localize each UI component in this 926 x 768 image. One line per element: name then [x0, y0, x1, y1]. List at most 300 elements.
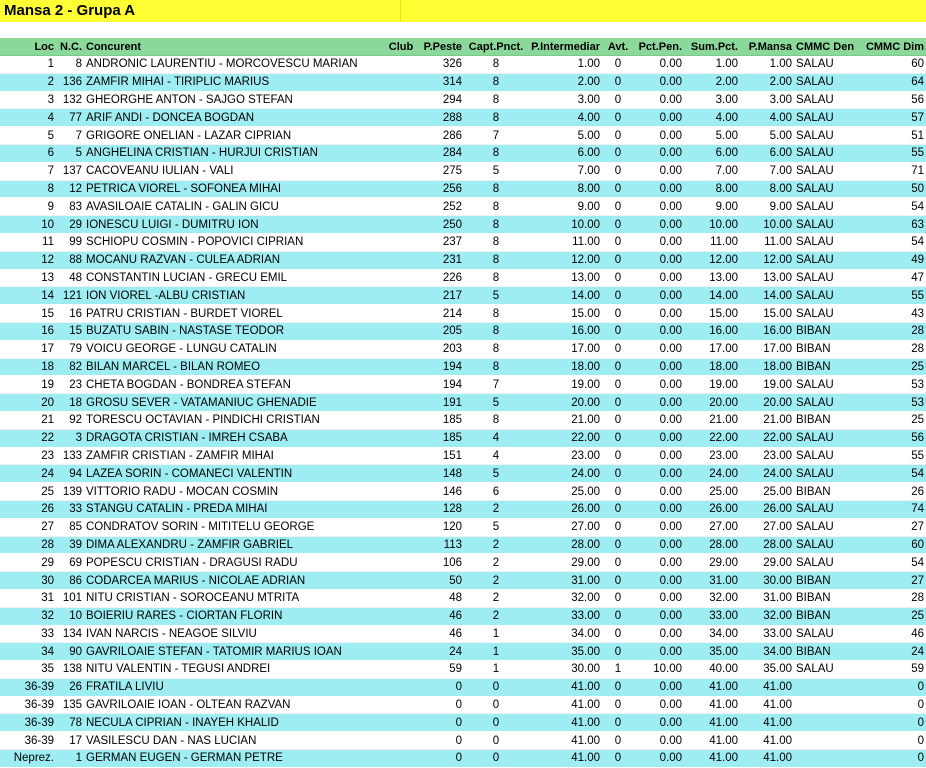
cell-pct-pen: 0.00	[634, 607, 684, 625]
cell-nc: 69	[56, 554, 84, 572]
cell-club	[386, 643, 416, 661]
cell-cmmc-den: SALAU	[794, 661, 856, 679]
cell-p-intermediar: 4.00	[528, 109, 602, 127]
cell-loc: 34	[0, 643, 56, 661]
cell-club	[386, 180, 416, 198]
cell-pct-pen: 0.00	[634, 536, 684, 554]
header-cmmc-den: CMMC Den	[794, 38, 856, 56]
cell-sum-pct: 26.00	[684, 500, 740, 518]
cell-p-mansa: 1.00	[740, 56, 794, 74]
cell-p-mansa: 29.00	[740, 554, 794, 572]
cell-cmmc-den: SALAU	[794, 251, 856, 269]
cell-nc: 78	[56, 714, 84, 732]
spacer-row	[0, 22, 926, 38]
cell-nc: 83	[56, 198, 84, 216]
cell-club	[386, 91, 416, 109]
cell-capt-pnct: 5	[464, 518, 528, 536]
cell-cmmc-den: SALAU	[794, 233, 856, 251]
cell-club	[386, 340, 416, 358]
cell-p-mansa: 17.00	[740, 340, 794, 358]
cell-pct-pen: 0.00	[634, 287, 684, 305]
cell-p-intermediar: 24.00	[528, 465, 602, 483]
cell-cmmc-dim: 50	[856, 180, 926, 198]
cell-p-peste: 217	[416, 287, 464, 305]
cell-capt-pnct: 2	[464, 500, 528, 518]
cell-cmmc-den: SALAU	[794, 500, 856, 518]
cell-cmmc-dim: 26	[856, 483, 926, 501]
cell-concurent: STANGU CATALIN - PREDA MIHAI	[84, 500, 386, 518]
cell-loc: 32	[0, 607, 56, 625]
header-nc: N.C.	[56, 38, 84, 56]
cell-p-mansa: 8.00	[740, 180, 794, 198]
cell-avt: 0	[602, 198, 634, 216]
cell-p-intermediar: 1.00	[528, 56, 602, 74]
table-row	[0, 216, 926, 234]
cell-sum-pct: 33.00	[684, 607, 740, 625]
cell-nc: 5	[56, 144, 84, 162]
cell-p-intermediar: 7.00	[528, 162, 602, 180]
table-row	[0, 643, 926, 661]
cell-nc: 92	[56, 411, 84, 429]
cell-avt: 0	[602, 750, 634, 768]
cell-p-peste: 203	[416, 340, 464, 358]
cell-sum-pct: 6.00	[684, 144, 740, 162]
cell-p-peste: 326	[416, 56, 464, 74]
cell-cmmc-den: BIBAN	[794, 322, 856, 340]
cell-p-peste: 226	[416, 269, 464, 287]
cell-capt-pnct: 8	[464, 91, 528, 109]
cell-pct-pen: 0.00	[634, 483, 684, 501]
cell-loc: 13	[0, 269, 56, 287]
cell-pct-pen: 0.00	[634, 127, 684, 145]
cell-capt-pnct: 4	[464, 429, 528, 447]
cell-pct-pen: 0.00	[634, 233, 684, 251]
cell-p-intermediar: 41.00	[528, 678, 602, 696]
cell-cmmc-den: SALAU	[794, 56, 856, 74]
cell-concurent: CONSTANTIN LUCIAN - GRECU EMIL	[84, 269, 386, 287]
table-row	[0, 180, 926, 198]
cell-concurent: TORESCU OCTAVIAN - PINDICHI CRISTIAN	[84, 411, 386, 429]
cell-sum-pct: 41.00	[684, 750, 740, 768]
sheet-title: Mansa 2 - Grupa A	[4, 2, 136, 19]
cell-capt-pnct: 8	[464, 233, 528, 251]
cell-nc: 134	[56, 625, 84, 643]
cell-concurent: DIMA ALEXANDRU - ZAMFIR GABRIEL	[84, 536, 386, 554]
cell-p-intermediar: 23.00	[528, 447, 602, 465]
cell-concurent: VITTORIO RADU - MOCAN COSMIN	[84, 483, 386, 501]
cell-pct-pen: 0.00	[634, 305, 684, 323]
cell-cmmc-dim: 53	[856, 394, 926, 412]
cell-loc: 29	[0, 554, 56, 572]
cell-loc: 9	[0, 198, 56, 216]
cell-nc: 10	[56, 607, 84, 625]
cell-p-peste: 205	[416, 322, 464, 340]
cell-p-mansa: 30.00	[740, 572, 794, 590]
cell-cmmc-dim: 55	[856, 287, 926, 305]
cell-p-mansa: 26.00	[740, 500, 794, 518]
cell-p-intermediar: 34.00	[528, 625, 602, 643]
cell-avt: 0	[602, 358, 634, 376]
cell-nc: 121	[56, 287, 84, 305]
results-table	[0, 38, 926, 768]
cell-p-peste: 256	[416, 180, 464, 198]
table-row	[0, 554, 926, 572]
cell-p-mansa: 41.00	[740, 678, 794, 696]
table-row	[0, 305, 926, 323]
cell-cmmc-den: SALAU	[794, 216, 856, 234]
cell-pct-pen: 0.00	[634, 678, 684, 696]
cell-sum-pct: 41.00	[684, 714, 740, 732]
cell-p-mansa: 21.00	[740, 411, 794, 429]
cell-nc: 1	[56, 750, 84, 768]
cell-capt-pnct: 0	[464, 732, 528, 750]
cell-loc: 36-39	[0, 678, 56, 696]
cell-concurent: ZAMFIR CRISTIAN - ZAMFIR MIHAI	[84, 447, 386, 465]
table-row	[0, 233, 926, 251]
cell-cmmc-den: SALAU	[794, 429, 856, 447]
cell-p-mansa: 22.00	[740, 429, 794, 447]
cell-club	[386, 465, 416, 483]
cell-cmmc-den: SALAU	[794, 180, 856, 198]
cell-pct-pen: 0.00	[634, 144, 684, 162]
cell-concurent: ANDRONIC LAURENTIU - MORCOVESCU MARIAN	[84, 56, 386, 74]
cell-club	[386, 411, 416, 429]
header-avt: Avt.	[602, 38, 634, 56]
cell-loc: 15	[0, 305, 56, 323]
cell-p-mansa: 7.00	[740, 162, 794, 180]
cell-p-intermediar: 16.00	[528, 322, 602, 340]
cell-avt: 0	[602, 109, 634, 127]
cell-club	[386, 447, 416, 465]
table-row	[0, 447, 926, 465]
cell-p-peste: 284	[416, 144, 464, 162]
table-row	[0, 144, 926, 162]
cell-sum-pct: 13.00	[684, 269, 740, 287]
table-row	[0, 127, 926, 145]
header-p-intermediar: P.Intermediar	[528, 38, 602, 56]
cell-cmmc-dim: 25	[856, 411, 926, 429]
cell-pct-pen: 0.00	[634, 572, 684, 590]
cell-loc: 27	[0, 518, 56, 536]
cell-loc: 35	[0, 661, 56, 679]
cell-avt: 0	[602, 500, 634, 518]
cell-capt-pnct: 8	[464, 73, 528, 91]
cell-concurent: VASILESCU DAN - NAS LUCIAN	[84, 732, 386, 750]
cell-concurent: DRAGOTA CRISTIAN - IMREH CSABA	[84, 429, 386, 447]
cell-nc: 15	[56, 322, 84, 340]
cell-concurent: VOICU GEORGE - LUNGU CATALIN	[84, 340, 386, 358]
cell-sum-pct: 25.00	[684, 483, 740, 501]
cell-p-peste: 294	[416, 91, 464, 109]
cell-sum-pct: 9.00	[684, 198, 740, 216]
cell-p-mansa: 2.00	[740, 73, 794, 91]
cell-sum-pct: 3.00	[684, 91, 740, 109]
cell-cmmc-den: SALAU	[794, 447, 856, 465]
cell-cmmc-dim: 63	[856, 216, 926, 234]
cell-p-peste: 50	[416, 572, 464, 590]
cell-cmmc-den: BIBAN	[794, 572, 856, 590]
cell-p-peste: 128	[416, 500, 464, 518]
cell-pct-pen: 0.00	[634, 56, 684, 74]
cell-sum-pct: 10.00	[684, 216, 740, 234]
cell-avt: 0	[602, 429, 634, 447]
cell-club	[386, 625, 416, 643]
cell-cmmc-den: SALAU	[794, 198, 856, 216]
cell-cmmc-den: SALAU	[794, 162, 856, 180]
cell-pct-pen: 0.00	[634, 554, 684, 572]
cell-p-mansa: 13.00	[740, 269, 794, 287]
cell-p-intermediar: 20.00	[528, 394, 602, 412]
cell-capt-pnct: 0	[464, 750, 528, 768]
cell-club	[386, 536, 416, 554]
cell-cmmc-dim: 0	[856, 678, 926, 696]
cell-p-intermediar: 3.00	[528, 91, 602, 109]
cell-cmmc-den: BIBAN	[794, 643, 856, 661]
cell-p-mansa: 14.00	[740, 287, 794, 305]
cell-nc: 101	[56, 589, 84, 607]
cell-club	[386, 376, 416, 394]
cell-sum-pct: 15.00	[684, 305, 740, 323]
cell-cmmc-dim: 54	[856, 554, 926, 572]
cell-club	[386, 429, 416, 447]
cell-p-intermediar: 18.00	[528, 358, 602, 376]
cell-p-peste: 214	[416, 305, 464, 323]
cell-nc: 135	[56, 696, 84, 714]
cell-nc: 16	[56, 305, 84, 323]
cell-concurent: ANGHELINA CRISTIAN - HURJUI CRISTIAN	[84, 144, 386, 162]
cell-nc: 88	[56, 251, 84, 269]
header-pct-pen: Pct.Pen.	[634, 38, 684, 56]
cell-nc: 18	[56, 394, 84, 412]
cell-avt: 0	[602, 287, 634, 305]
cell-nc: 90	[56, 643, 84, 661]
table-row	[0, 287, 926, 305]
cell-cmmc-den: SALAU	[794, 269, 856, 287]
cell-nc: 133	[56, 447, 84, 465]
cell-capt-pnct: 5	[464, 162, 528, 180]
cell-loc: 18	[0, 358, 56, 376]
cell-p-peste: 0	[416, 678, 464, 696]
cell-p-mansa: 32.00	[740, 607, 794, 625]
cell-avt: 0	[602, 269, 634, 287]
cell-avt: 0	[602, 144, 634, 162]
cell-pct-pen: 10.00	[634, 661, 684, 679]
cell-pct-pen: 0.00	[634, 180, 684, 198]
cell-nc: 17	[56, 732, 84, 750]
table-row	[0, 358, 926, 376]
cell-p-peste: 113	[416, 536, 464, 554]
cell-p-peste: 275	[416, 162, 464, 180]
cell-p-peste: 252	[416, 198, 464, 216]
cell-cmmc-dim: 54	[856, 465, 926, 483]
table-row	[0, 536, 926, 554]
cell-sum-pct: 28.00	[684, 536, 740, 554]
cell-cmmc-den: SALAU	[794, 109, 856, 127]
cell-capt-pnct: 8	[464, 198, 528, 216]
cell-loc: 16	[0, 322, 56, 340]
cell-sum-pct: 14.00	[684, 287, 740, 305]
cell-p-mansa: 18.00	[740, 358, 794, 376]
cell-avt: 0	[602, 91, 634, 109]
cell-p-mansa: 33.00	[740, 625, 794, 643]
cell-club	[386, 287, 416, 305]
cell-loc: 10	[0, 216, 56, 234]
cell-capt-pnct: 4	[464, 447, 528, 465]
cell-cmmc-dim: 0	[856, 750, 926, 768]
cell-p-intermediar: 41.00	[528, 696, 602, 714]
header-row	[0, 38, 926, 56]
table-row	[0, 714, 926, 732]
cell-concurent: SCHIOPU COSMIN - POPOVICI CIPRIAN	[84, 233, 386, 251]
cell-p-mansa: 35.00	[740, 661, 794, 679]
header-sum-pct: Sum.Pct.	[684, 38, 740, 56]
cell-concurent: ION VIOREL -ALBU CRISTIAN	[84, 287, 386, 305]
cell-concurent: PATRU CRISTIAN - BURDET VIOREL	[84, 305, 386, 323]
cell-capt-pnct: 7	[464, 376, 528, 394]
cell-sum-pct: 4.00	[684, 109, 740, 127]
cell-cmmc-den	[794, 750, 856, 768]
table-row	[0, 483, 926, 501]
cell-loc: 4	[0, 109, 56, 127]
cell-capt-pnct: 0	[464, 678, 528, 696]
cell-loc: 2	[0, 73, 56, 91]
cell-p-mansa: 6.00	[740, 144, 794, 162]
cell-nc: 94	[56, 465, 84, 483]
cell-p-intermediar: 6.00	[528, 144, 602, 162]
cell-cmmc-den: SALAU	[794, 144, 856, 162]
table-row	[0, 732, 926, 750]
cell-sum-pct: 7.00	[684, 162, 740, 180]
cell-p-mansa: 41.00	[740, 750, 794, 768]
cell-sum-pct: 16.00	[684, 322, 740, 340]
table-row	[0, 572, 926, 590]
cell-pct-pen: 0.00	[634, 714, 684, 732]
table-row	[0, 198, 926, 216]
cell-club	[386, 661, 416, 679]
cell-loc: 12	[0, 251, 56, 269]
cell-avt: 0	[602, 376, 634, 394]
cell-club	[386, 732, 416, 750]
cell-pct-pen: 0.00	[634, 91, 684, 109]
cell-pct-pen: 0.00	[634, 696, 684, 714]
cell-divider	[400, 0, 401, 22]
cell-p-intermediar: 27.00	[528, 518, 602, 536]
cell-cmmc-dim: 60	[856, 56, 926, 74]
cell-loc: 21	[0, 411, 56, 429]
cell-p-peste: 148	[416, 465, 464, 483]
cell-p-mansa: 41.00	[740, 732, 794, 750]
cell-club	[386, 589, 416, 607]
cell-sum-pct: 1.00	[684, 56, 740, 74]
table-row	[0, 411, 926, 429]
cell-avt: 0	[602, 73, 634, 91]
cell-p-mansa: 5.00	[740, 127, 794, 145]
cell-sum-pct: 24.00	[684, 465, 740, 483]
cell-pct-pen: 0.00	[634, 251, 684, 269]
cell-pct-pen: 0.00	[634, 376, 684, 394]
cell-sum-pct: 11.00	[684, 233, 740, 251]
cell-concurent: PETRICA VIOREL - SOFONEA MIHAI	[84, 180, 386, 198]
cell-p-peste: 106	[416, 554, 464, 572]
table-row	[0, 589, 926, 607]
cell-concurent: CHETA BOGDAN - BONDREA STEFAN	[84, 376, 386, 394]
cell-loc: 24	[0, 465, 56, 483]
cell-p-intermediar: 12.00	[528, 251, 602, 269]
cell-cmmc-den: SALAU	[794, 305, 856, 323]
cell-p-intermediar: 10.00	[528, 216, 602, 234]
cell-p-mansa: 25.00	[740, 483, 794, 501]
cell-sum-pct: 41.00	[684, 696, 740, 714]
cell-loc: 26	[0, 500, 56, 518]
cell-concurent: POPESCU CRISTIAN - DRAGUSI RADU	[84, 554, 386, 572]
cell-concurent: FRATILA LIVIU	[84, 678, 386, 696]
cell-avt: 0	[602, 394, 634, 412]
cell-club	[386, 269, 416, 287]
table-row	[0, 678, 926, 696]
cell-capt-pnct: 8	[464, 411, 528, 429]
cell-concurent: MOCANU RAZVAN - CULEA ADRIAN	[84, 251, 386, 269]
cell-club	[386, 127, 416, 145]
cell-p-intermediar: 22.00	[528, 429, 602, 447]
cell-pct-pen: 0.00	[634, 643, 684, 661]
cell-nc: 138	[56, 661, 84, 679]
cell-pct-pen: 0.00	[634, 73, 684, 91]
header-p-mansa: P.Mansa	[740, 38, 794, 56]
cell-cmmc-dim: 54	[856, 198, 926, 216]
cell-pct-pen: 0.00	[634, 447, 684, 465]
cell-loc: Neprez.	[0, 750, 56, 768]
cell-p-peste: 59	[416, 661, 464, 679]
cell-p-intermediar: 35.00	[528, 643, 602, 661]
header-loc: Loc	[0, 38, 56, 56]
table-row	[0, 251, 926, 269]
cell-concurent: NECULA CIPRIAN - INAYEH KHALID	[84, 714, 386, 732]
cell-nc: 82	[56, 358, 84, 376]
cell-club	[386, 696, 416, 714]
cell-club	[386, 216, 416, 234]
cell-pct-pen: 0.00	[634, 394, 684, 412]
cell-p-intermediar: 31.00	[528, 572, 602, 590]
cell-concurent: CONDRATOV SORIN - MITITELU GEORGE	[84, 518, 386, 536]
cell-p-intermediar: 28.00	[528, 536, 602, 554]
cell-club	[386, 500, 416, 518]
cell-p-mansa: 19.00	[740, 376, 794, 394]
cell-club	[386, 714, 416, 732]
cell-nc: 136	[56, 73, 84, 91]
cell-cmmc-dim: 59	[856, 661, 926, 679]
cell-capt-pnct: 2	[464, 536, 528, 554]
cell-cmmc-dim: 27	[856, 572, 926, 590]
cell-capt-pnct: 5	[464, 465, 528, 483]
cell-p-intermediar: 30.00	[528, 661, 602, 679]
table-row	[0, 607, 926, 625]
table-row	[0, 394, 926, 412]
cell-avt: 0	[602, 554, 634, 572]
cell-concurent: ZAMFIR MIHAI - TIRIPLIC MARIUS	[84, 73, 386, 91]
cell-p-intermediar: 5.00	[528, 127, 602, 145]
table-row	[0, 322, 926, 340]
cell-loc: 31	[0, 589, 56, 607]
cell-cmmc-den: SALAU	[794, 625, 856, 643]
cell-capt-pnct: 5	[464, 394, 528, 412]
cell-sum-pct: 35.00	[684, 643, 740, 661]
cell-concurent: GAVRILOAIE STEFAN - TATOMIR MARIUS IOAN	[84, 643, 386, 661]
cell-avt: 0	[602, 216, 634, 234]
cell-p-mansa: 20.00	[740, 394, 794, 412]
cell-club	[386, 305, 416, 323]
cell-loc: 5	[0, 127, 56, 145]
cell-p-intermediar: 2.00	[528, 73, 602, 91]
